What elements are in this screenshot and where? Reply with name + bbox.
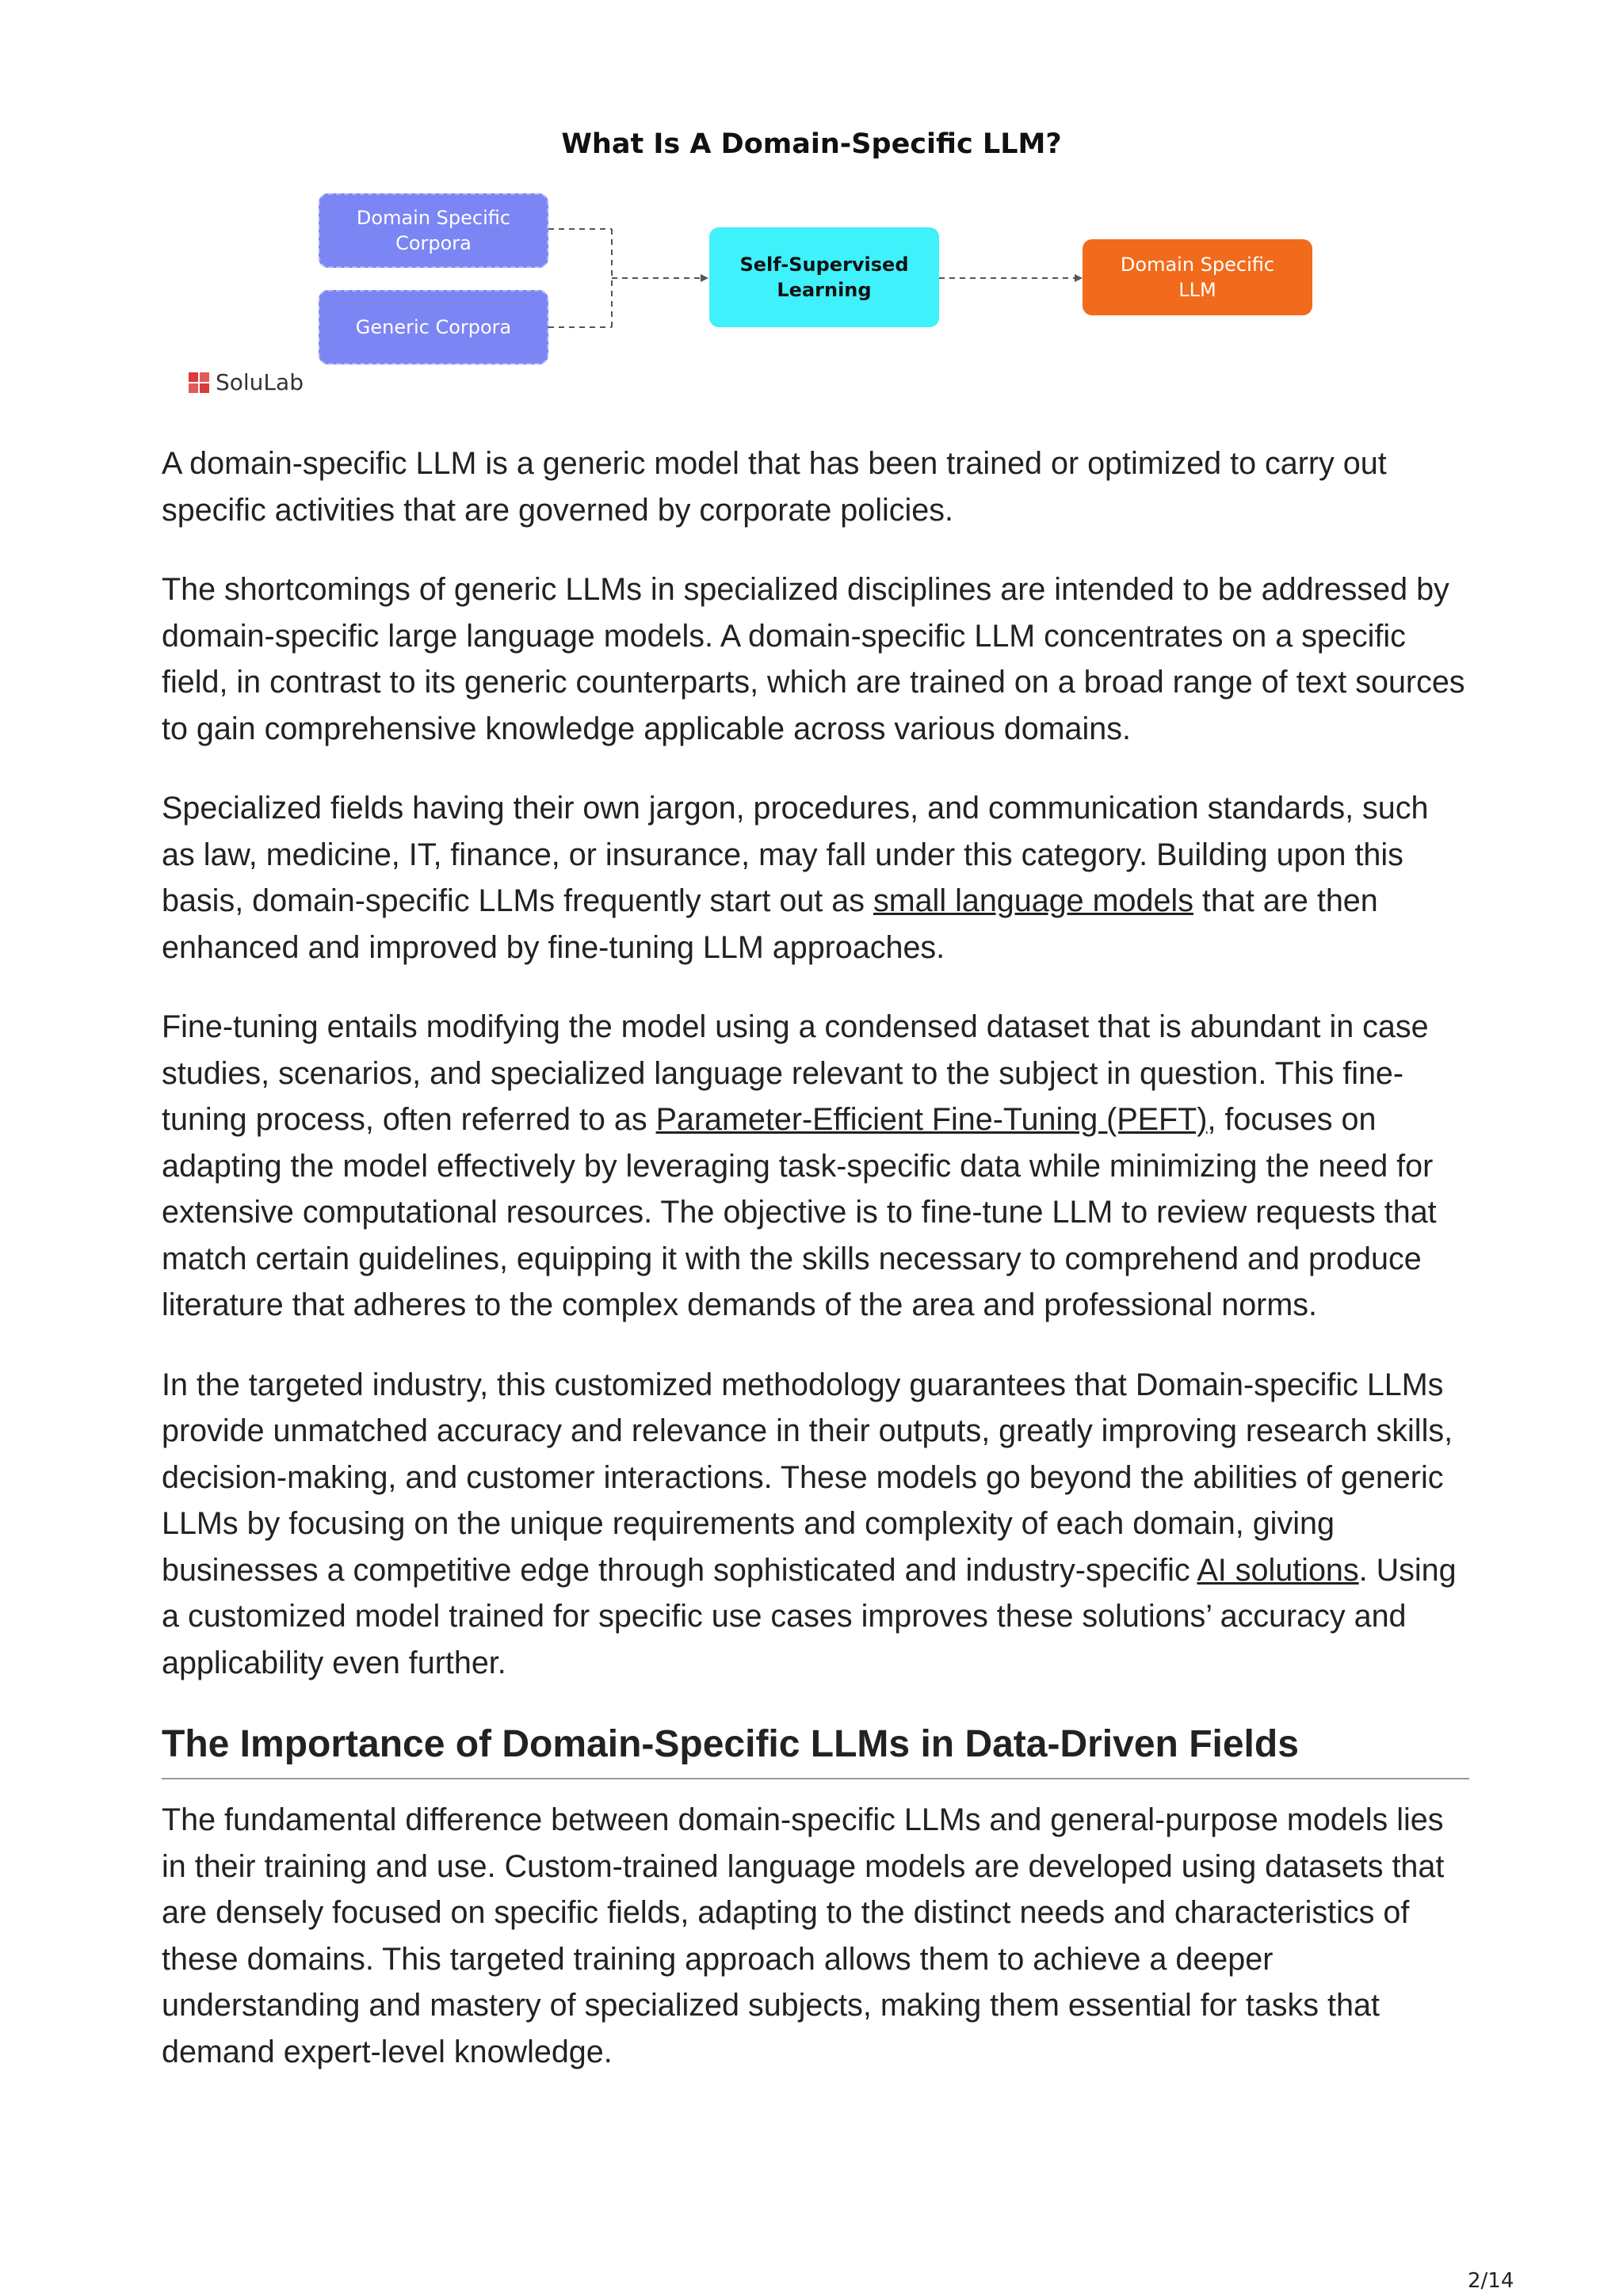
ai-solutions-link[interactable]: AI solutions [1197,1552,1359,1588]
paragraph-specialized-fields [162,785,1469,971]
paragraph-text: . Using a customized model trained for specific use cases improves these solutions’ accuracy and applicability even further. [162,1552,1457,1680]
domain-specific-corpora-label: Domain Specific Corpora [356,207,511,254]
self-supervised-learning-label: Self-Supervised Learning [739,254,909,301]
paragraph-text: , focuses on adapting the model effectively by leveraging task-specific data while minimizing the need for extensive computational resources. The objective is to fine-tune LLM to review requests that match certain guidelines, equipping it with the skills necessary to comprehend and produce literature that adheres to the complex demands of the area and professional norms. [162,1102,1437,1322]
solulab-logo-text: SoluLab [216,369,304,395]
domain-specific-llm-label: Domain Specific LLM [1120,254,1275,301]
solulab-logo-icon [189,372,209,393]
domain-specific-llm-box [1083,239,1312,315]
domain-specific-corpora-box [319,193,548,268]
paragraph-shortcomings: The shortcomings of generic LLMs in specialized disciplines are intended to be addressed by domain-specific large language models. A domain-specific LLM concentrates on a specific field, in contrast to its generic counterparts, which are trained on a broad range of text sources to gain comprehensive knowledge applicable across various domains. [162,572,1465,746]
peft-link[interactable]: Parameter-Efficient Fine-Tuning (PEFT) [655,1102,1208,1137]
self-supervised-learning-box [709,227,939,327]
paragraph-text: Fine-tuning entails modifying the model using a condensed dataset that is abundant in case studies, scenarios, and specialized language relevant to the subject in question. This fine-tuning process, often referred to as [162,1009,1429,1137]
generic-corpora-label: Generic Corpora [355,316,512,338]
paragraph-text: In the targeted industry, this customized methodology guarantees that Domain-specific LLMs provide unmatched accuracy and relevance in their outputs, greatly improving research skills, decision-making, and customer interactions. These models go beyond the abilities of generic LLMs by focusing on the unique requirements and complexity of each domain, giving businesses a competitive edge through sophisticated and industry-specific [162,1367,1453,1588]
arrowhead-llm [1075,274,1083,282]
generic-corpora-box [319,290,548,364]
paragraph-targeted-industry [162,1362,1469,1687]
domain-llm-diagram [0,0,1623,412]
small-language-models-link[interactable]: small language models [873,883,1193,918]
paragraph-definition: A domain-specific LLM is a generic model that has been trained or optimized to carry out specific activities that are governed by corporate policies. [162,446,1387,528]
paragraph-fine-tuning [162,1004,1469,1329]
paragraph-text: Specialized fields having their own jargon, procedures, and communication standards, such as law, medicine, IT, finance, or insurance, may fall under this category. Building upon this basis, domain-specific LLMs frequently start out as [162,791,1429,918]
section-heading: The Importance of Domain-Specific LLMs in Data-Driven Fields [162,1719,1469,1779]
diagram-connectors [0,0,1623,412]
page-number: 2/14 [1468,2269,1514,2293]
paragraph-fundamental-difference: The fundamental difference between domain-specific LLMs and general-purpose models lies in their training and use. Custom-trained language models are developed using datasets that are densely focused on specific fields, adapting to the distinct needs and characteristics of these domains. This targeted training approach allows them to achieve a deeper understanding and mastery of specialized subjects, making them essential for tasks that demand expert-level knowledge. [162,1802,1445,2069]
solulab-logo [189,369,304,395]
arrowhead-learning [701,274,708,282]
paragraph-text: that are then enhanced and improved by fine-tuning LLM approaches. [162,883,1378,965]
article-body [162,441,1469,2108]
diagram-title: What Is A Domain-Specific LLM? [561,128,1062,160]
